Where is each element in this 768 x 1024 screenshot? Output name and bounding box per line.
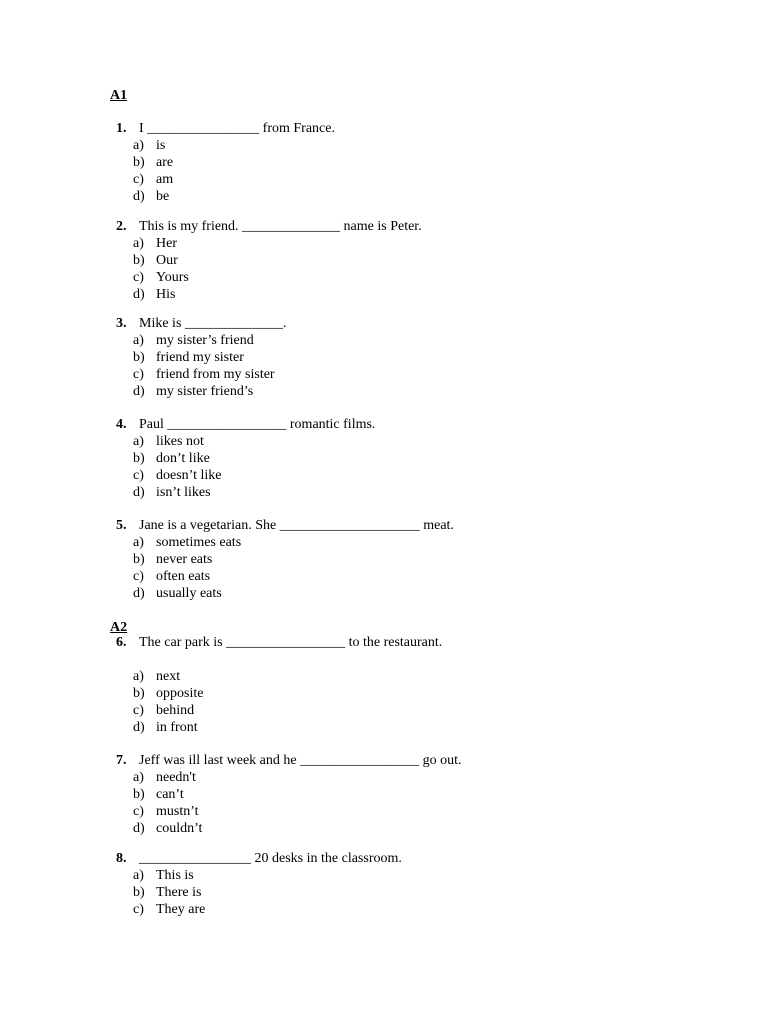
answer-option	[0, 171, 768, 188]
option-text: Our	[156, 253, 178, 268]
option-letter: d)	[133, 384, 145, 399]
option-text: They are	[156, 902, 206, 917]
option-letter: b)	[133, 885, 145, 900]
option-letter: b)	[133, 686, 145, 701]
answer-option	[0, 467, 768, 484]
answer-option	[0, 137, 768, 154]
option-letter: b)	[133, 787, 145, 802]
question-number: 4.	[116, 417, 127, 432]
answer-option	[0, 769, 768, 786]
option-letter: a)	[133, 868, 144, 883]
option-letter: a)	[133, 669, 144, 684]
question-2	[0, 218, 768, 303]
answer-option	[0, 884, 768, 901]
option-letter: c)	[133, 569, 144, 584]
option-text: my sister friend’s	[156, 384, 254, 399]
option-text: sometimes eats	[156, 535, 242, 550]
answer-option	[0, 154, 768, 171]
option-letter: a)	[133, 333, 144, 348]
option-letter: c)	[133, 367, 144, 382]
question-number: 2.	[116, 219, 127, 234]
option-letter: d)	[133, 287, 145, 302]
section-label-a2: A2	[110, 620, 128, 635]
option-letter: b)	[133, 451, 145, 466]
answer-option	[0, 235, 768, 252]
option-text: usually eats	[156, 586, 222, 601]
question-text: Jeff was ill last week and he _________________ go out.	[139, 753, 462, 768]
question-4	[0, 416, 768, 501]
option-letter: c)	[133, 703, 144, 718]
question-6	[0, 634, 768, 736]
option-letter: b)	[133, 552, 145, 567]
question-number: 8.	[116, 851, 127, 866]
option-text: in front	[156, 720, 198, 735]
option-text: are	[156, 155, 174, 170]
option-letter: d)	[133, 485, 145, 500]
answer-option	[0, 366, 768, 383]
option-text: next	[156, 669, 181, 684]
section-label-a1: A1	[110, 88, 128, 103]
question-number: 5.	[116, 518, 127, 533]
question-text: Paul _________________ romantic films.	[139, 417, 376, 432]
option-letter: d)	[133, 189, 145, 204]
option-text: opposite	[156, 686, 204, 701]
question-text: This is my friend. ______________ name is Peter.	[139, 219, 422, 234]
answer-option	[0, 450, 768, 467]
answer-option	[0, 286, 768, 303]
option-letter: c)	[133, 270, 144, 285]
question-text: I ________________ from France.	[139, 121, 335, 136]
option-letter: a)	[133, 138, 144, 153]
option-text: can’t	[156, 787, 184, 802]
answer-option	[0, 585, 768, 602]
question-5	[0, 517, 768, 602]
answer-option	[0, 786, 768, 803]
option-text: be	[156, 189, 170, 204]
answer-option	[0, 568, 768, 585]
answer-option	[0, 269, 768, 286]
question-text: The car park is _________________ to the restaurant.	[139, 635, 443, 650]
option-letter: a)	[133, 434, 144, 449]
option-letter: d)	[133, 586, 145, 601]
answer-option	[0, 803, 768, 820]
option-letter: c)	[133, 804, 144, 819]
answer-option	[0, 332, 768, 349]
option-letter: b)	[133, 155, 145, 170]
question-1	[0, 120, 768, 205]
option-letter: a)	[133, 236, 144, 251]
option-letter: c)	[133, 172, 144, 187]
answer-option	[0, 433, 768, 450]
option-text: mustn’t	[156, 804, 199, 819]
option-letter: b)	[133, 253, 145, 268]
question-text: ________________ 20 desks in the classroom.	[139, 851, 402, 866]
option-text: There is	[156, 885, 202, 900]
question-text: Jane is a vegetarian. She ____________________ meat.	[139, 518, 454, 533]
option-text: Her	[156, 236, 177, 251]
answer-option	[0, 668, 768, 685]
option-text: friend from my sister	[156, 367, 275, 382]
answer-option	[0, 551, 768, 568]
option-text: likes not	[156, 434, 204, 449]
option-letter: a)	[133, 770, 144, 785]
answer-option	[0, 188, 768, 205]
question-8	[0, 850, 768, 918]
option-text: couldn’t	[156, 821, 203, 836]
option-text: my sister’s friend	[156, 333, 254, 348]
answer-option	[0, 820, 768, 837]
question-number: 6.	[116, 635, 127, 650]
option-letter: c)	[133, 468, 144, 483]
answer-option	[0, 702, 768, 719]
answer-option	[0, 867, 768, 884]
option-letter: d)	[133, 720, 145, 735]
option-text: am	[156, 172, 174, 187]
option-text: behind	[156, 703, 195, 718]
answer-option	[0, 349, 768, 366]
option-text: Yours	[156, 270, 189, 285]
option-text: isn’t likes	[156, 485, 211, 500]
answer-option	[0, 383, 768, 400]
question-number: 3.	[116, 316, 127, 331]
answer-option	[0, 534, 768, 551]
option-text: This is	[156, 868, 194, 883]
answer-option	[0, 685, 768, 702]
option-letter: c)	[133, 902, 144, 917]
option-text: friend my sister	[156, 350, 244, 365]
option-text: His	[156, 287, 176, 302]
question-number: 1.	[116, 121, 127, 136]
question-3	[0, 315, 768, 400]
question-number: 7.	[116, 753, 127, 768]
option-text: often eats	[156, 569, 211, 584]
answer-option	[0, 719, 768, 736]
answer-option	[0, 901, 768, 918]
option-text: doesn’t like	[156, 468, 222, 483]
option-text: needn't	[156, 770, 196, 785]
answer-option	[0, 484, 768, 501]
option-text: never eats	[156, 552, 213, 567]
option-text: don’t like	[156, 451, 210, 466]
option-letter: b)	[133, 350, 145, 365]
question-text: Mike is ______________.	[139, 316, 287, 331]
option-text: is	[156, 138, 166, 153]
answer-option	[0, 252, 768, 269]
option-letter: a)	[133, 535, 144, 550]
question-7	[0, 752, 768, 837]
option-letter: d)	[133, 821, 145, 836]
